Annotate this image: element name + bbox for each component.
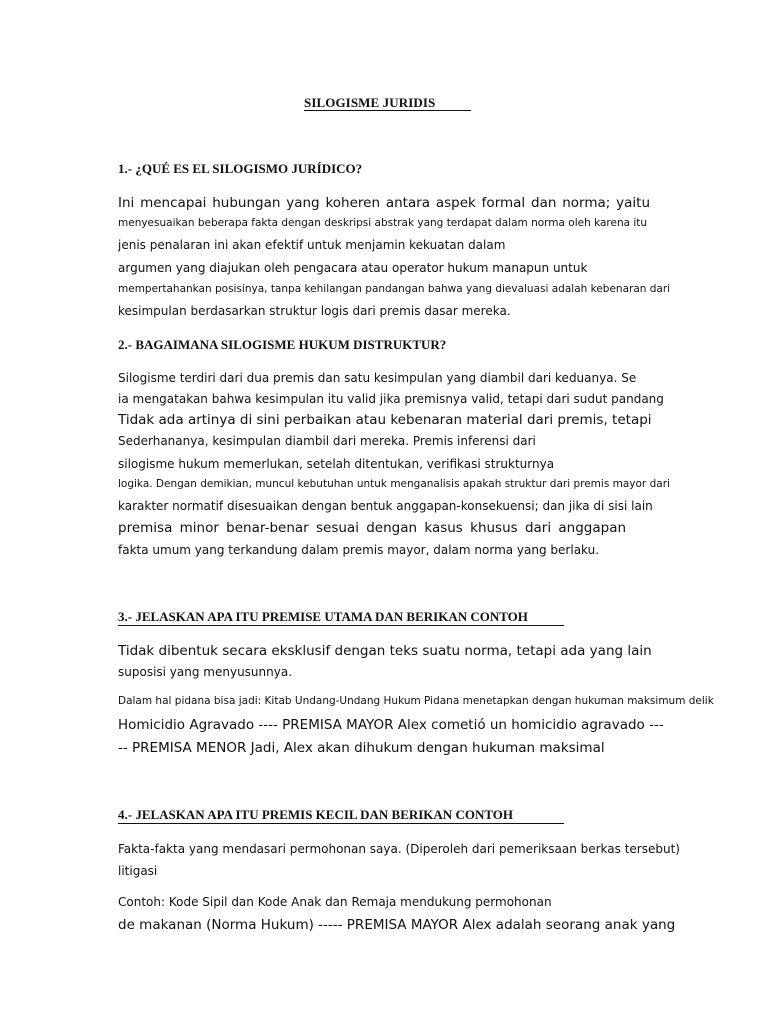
section-2-line-9: fakta umum yang terkandung dalam premis mayor, dalam norma yang berlaku.	[118, 543, 600, 557]
section-4-heading: 4.- JELASKAN APA ITU PREMIS KECIL DAN BERIKAN CONTOH	[118, 807, 513, 822]
title-underline	[304, 110, 471, 111]
section-2-heading: 2.- BAGAIMANA SILOGISME HUKUM DISTRUKTUR?	[118, 337, 447, 352]
section-3-line-3: Dalam hal pidana bisa jadi: Kitab Undang-Undang Hukum Pidana menetapkan dengan hukuman maksimum delik	[118, 695, 714, 707]
section-2-line-4: Sederhananya, kesimpulan diambil dari mereka. Premis inferensi dari	[118, 434, 536, 448]
section-4-line-2: litigasi	[118, 864, 158, 878]
section-1-line-3: jenis penalaran ini akan efektif untuk menjamin kekuatan dalam	[118, 238, 506, 252]
section-3-line-5: -- PREMISA MENOR Jadi, Alex akan dihukum dengan hukuman maksimal	[118, 740, 605, 756]
section-4-line-3: Contoh: Kode Sipil dan Kode Anak dan Remaja mendukung permohonan	[118, 895, 552, 909]
section-3-heading-underline	[118, 625, 564, 626]
section-1-line-5: mempertahankan posisinya, tanpa kehilangan pandangan bahwa yang dievaluasi adalah kebenaran dari	[118, 283, 671, 295]
section-1-line-1: Ini mencapai hubungan yang koheren antara aspek formal dan norma; yaitu	[118, 195, 650, 211]
section-2-line-3: Tidak ada artinya di sini perbaikan atau kebenaran material dari premis, tetapi	[118, 412, 652, 428]
section-2-line-1: Silogisme terdiri dari dua premis dan satu kesimpulan yang diambil dari keduanya. Se	[118, 371, 637, 385]
document-title: SILOGISME JURIDIS	[304, 95, 436, 110]
section-1-line-2: menyesuaikan beberapa fakta dengan deskripsi abstrak yang terdapat dalam norma oleh karena itu	[118, 217, 648, 229]
section-2-line-5: silogisme hukum memerlukan, setelah ditentukan, verifikasi strukturnya	[118, 457, 555, 471]
section-3-line-4: Homicidio Agravado ---- PREMISA MAYOR Alex cometió un homicidio agravado ---	[118, 717, 664, 733]
section-2-line-2: ia mengatakan bahwa kesimpulan itu valid jika premisnya valid, tetapi dari sudut pandang	[118, 392, 664, 406]
section-1-line-4: argumen yang diajukan oleh pengacara atau operator hukum manapun untuk	[118, 261, 588, 275]
section-2-line-6: logika. Dengan demikian, muncul kebutuhan untuk menganalisis apakah struktur dari premis mayor dari	[118, 478, 670, 490]
section-4-line-4: de makanan (Norma Hukum) ----- PREMISA MAYOR Alex adalah seorang anak yang	[118, 917, 676, 933]
section-3-line-1: Tidak dibentuk secara eksklusif dengan teks suatu norma, tetapi ada yang lain	[118, 643, 652, 659]
section-2-line-7: karakter normatif disesuaikan dengan bentuk anggapan-konsekuensi; dan jika di sisi lain	[118, 499, 653, 513]
section-1-heading: 1.- ¿QUÉ ES EL SILOGISMO JURÍDICO?	[118, 161, 363, 176]
section-1-line-6: kesimpulan berdasarkan struktur logis dari premis dasar mereka.	[118, 304, 511, 318]
section-3-line-2: suposisi yang menyusunnya.	[118, 665, 293, 679]
section-4-heading-underline	[118, 823, 564, 824]
section-4-line-1: Fakta-fakta yang mendasari permohonan saya. (Diperoleh dari pemeriksaan berkas tersebut)	[118, 842, 680, 856]
section-3-heading: 3.- JELASKAN APA ITU PREMISE UTAMA DAN BERIKAN CONTOH	[118, 609, 528, 624]
section-2-line-8: premisa minor benar-benar sesuai dengan kasus khusus dari anggapan	[118, 520, 627, 536]
